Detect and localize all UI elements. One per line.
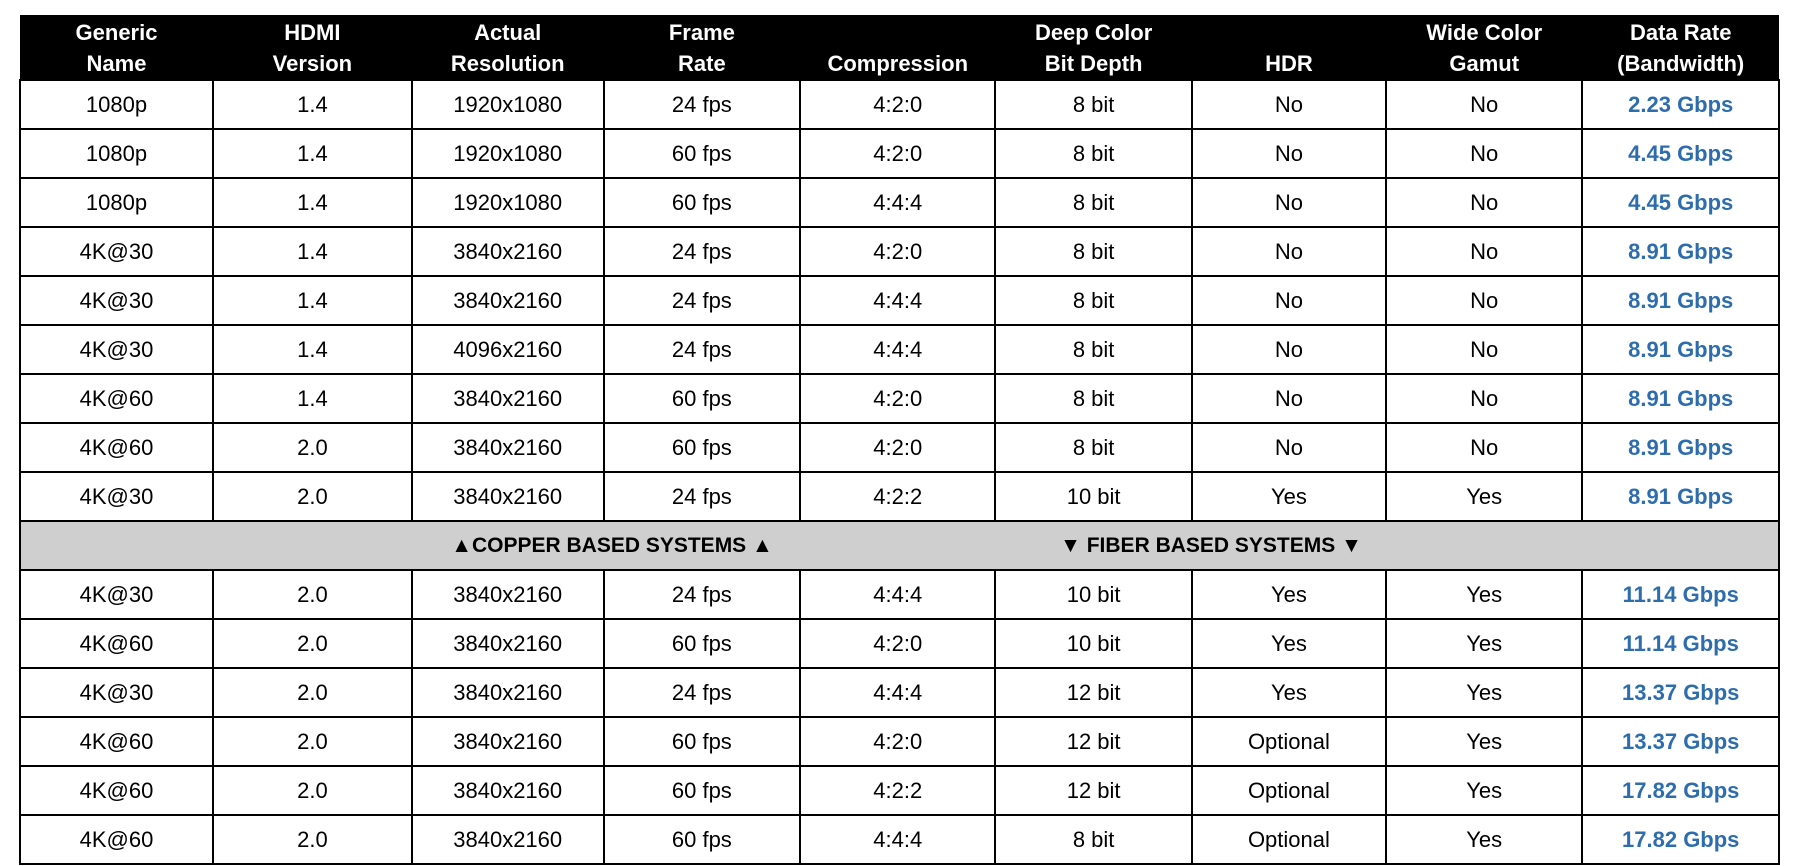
cell-wide-color-gamut: No [1386, 80, 1582, 129]
cell-compression: 4:4:4 [800, 815, 995, 864]
cell-hdmi-version: 2.0 [213, 472, 412, 521]
header-data-rate: Data Rate (Bandwidth) [1582, 15, 1779, 80]
cell-compression: 4:2:0 [800, 80, 995, 129]
cell-hdr: Optional [1192, 766, 1386, 815]
cell-generic-name: 4K@30 [20, 668, 213, 717]
cell-hdr: No [1192, 80, 1386, 129]
cell-hdmi-version: 1.4 [213, 325, 412, 374]
cell-bit-depth: 8 bit [995, 423, 1191, 472]
cell-data-rate: 4.45 Gbps [1582, 178, 1779, 227]
cell-generic-name: 4K@60 [20, 766, 213, 815]
header-deep-color-bit-depth: Deep Color Bit Depth [995, 15, 1191, 80]
cell-frame-rate: 60 fps [604, 619, 800, 668]
cell-hdr: No [1192, 178, 1386, 227]
cell-bit-depth: 8 bit [995, 178, 1191, 227]
header-actual-resolution: Actual Resolution [412, 15, 604, 80]
cell-generic-name: 4K@60 [20, 619, 213, 668]
cell-hdmi-version: 1.4 [213, 276, 412, 325]
cell-bit-depth: 10 bit [995, 570, 1191, 619]
table-row [20, 423, 1779, 472]
cell-data-rate: 17.82 Gbps [1582, 815, 1779, 864]
table-row [20, 227, 1779, 276]
table-row [20, 374, 1779, 423]
cell-frame-rate: 24 fps [604, 668, 800, 717]
cell-data-rate: 8.91 Gbps [1582, 374, 1779, 423]
cell-data-rate: 8.91 Gbps [1582, 325, 1779, 374]
fiber-systems-label: ▼ FIBER BASED SYSTEMS ▼ [1060, 533, 1362, 557]
cell-wide-color-gamut: No [1386, 227, 1582, 276]
cell-wide-color-gamut: Yes [1386, 668, 1582, 717]
table-header [20, 15, 1779, 80]
cell-compression: 4:2:0 [800, 227, 995, 276]
copper-systems-label: ▲COPPER BASED SYSTEMS ▲ [451, 533, 773, 557]
cell-hdmi-version: 1.4 [213, 374, 412, 423]
cell-wide-color-gamut: No [1386, 423, 1582, 472]
cell-frame-rate: 60 fps [604, 129, 800, 178]
header-compression: Compression [800, 15, 995, 80]
cell-resolution: 3840x2160 [412, 668, 604, 717]
header-frame-rate: Frame Rate [604, 15, 800, 80]
cell-wide-color-gamut: Yes [1386, 619, 1582, 668]
cell-hdr: Optional [1192, 717, 1386, 766]
cell-hdmi-version: 2.0 [213, 717, 412, 766]
cell-hdmi-version: 2.0 [213, 668, 412, 717]
cell-bit-depth: 12 bit [995, 766, 1191, 815]
cell-resolution: 1920x1080 [412, 178, 604, 227]
cell-wide-color-gamut: No [1386, 374, 1582, 423]
cell-hdr: No [1192, 325, 1386, 374]
cell-compression: 4:2:0 [800, 129, 995, 178]
cell-wide-color-gamut: Yes [1386, 472, 1582, 521]
system-divider-row [20, 521, 1779, 570]
cell-bit-depth: 8 bit [995, 815, 1191, 864]
cell-generic-name: 4K@30 [20, 570, 213, 619]
cell-bit-depth: 8 bit [995, 129, 1191, 178]
cell-hdr: Yes [1192, 570, 1386, 619]
cell-compression: 4:2:2 [800, 766, 995, 815]
cell-bit-depth: 8 bit [995, 80, 1191, 129]
cell-resolution: 3840x2160 [412, 815, 604, 864]
cell-hdr: No [1192, 374, 1386, 423]
cell-resolution: 3840x2160 [412, 472, 604, 521]
cell-data-rate: 8.91 Gbps [1582, 276, 1779, 325]
cell-hdmi-version: 1.4 [213, 178, 412, 227]
hdmi-bandwidth-table [19, 15, 1780, 865]
cell-frame-rate: 60 fps [604, 815, 800, 864]
cell-hdr: Optional [1192, 815, 1386, 864]
cell-resolution: 3840x2160 [412, 570, 604, 619]
cell-resolution: 1920x1080 [412, 129, 604, 178]
cell-hdr: No [1192, 227, 1386, 276]
cell-resolution: 3840x2160 [412, 227, 604, 276]
cell-frame-rate: 60 fps [604, 766, 800, 815]
cell-wide-color-gamut: No [1386, 276, 1582, 325]
cell-wide-color-gamut: Yes [1386, 766, 1582, 815]
cell-compression: 4:2:0 [800, 423, 995, 472]
system-divider-cell [20, 521, 1779, 570]
hdmi-bandwidth-table-container [19, 15, 1780, 865]
cell-data-rate: 2.23 Gbps [1582, 80, 1779, 129]
cell-data-rate: 13.37 Gbps [1582, 668, 1779, 717]
cell-resolution: 1920x1080 [412, 80, 604, 129]
cell-data-rate: 8.91 Gbps [1582, 227, 1779, 276]
cell-frame-rate: 24 fps [604, 472, 800, 521]
cell-hdr: Yes [1192, 619, 1386, 668]
table-row [20, 80, 1779, 129]
cell-wide-color-gamut: Yes [1386, 717, 1582, 766]
cell-generic-name: 4K@30 [20, 227, 213, 276]
cell-compression: 4:4:4 [800, 276, 995, 325]
cell-data-rate: 11.14 Gbps [1582, 570, 1779, 619]
cell-frame-rate: 24 fps [604, 325, 800, 374]
cell-wide-color-gamut: Yes [1386, 815, 1582, 864]
cell-frame-rate: 24 fps [604, 227, 800, 276]
table-row [20, 178, 1779, 227]
table-row [20, 276, 1779, 325]
system-divider-inner [21, 523, 1778, 569]
cell-generic-name: 4K@60 [20, 374, 213, 423]
cell-hdr: No [1192, 276, 1386, 325]
cell-bit-depth: 10 bit [995, 472, 1191, 521]
cell-frame-rate: 60 fps [604, 374, 800, 423]
cell-hdmi-version: 2.0 [213, 619, 412, 668]
table-row [20, 668, 1779, 717]
cell-compression: 4:2:2 [800, 472, 995, 521]
cell-bit-depth: 8 bit [995, 325, 1191, 374]
cell-hdmi-version: 2.0 [213, 766, 412, 815]
cell-compression: 4:4:4 [800, 570, 995, 619]
cell-wide-color-gamut: No [1386, 178, 1582, 227]
table-row [20, 570, 1779, 619]
cell-wide-color-gamut: No [1386, 129, 1582, 178]
table-row [20, 325, 1779, 374]
cell-compression: 4:4:4 [800, 668, 995, 717]
cell-generic-name: 4K@60 [20, 423, 213, 472]
cell-generic-name: 1080p [20, 129, 213, 178]
cell-resolution: 3840x2160 [412, 276, 604, 325]
cell-frame-rate: 60 fps [604, 717, 800, 766]
cell-generic-name: 4K@30 [20, 472, 213, 521]
cell-data-rate: 17.82 Gbps [1582, 766, 1779, 815]
cell-compression: 4:4:4 [800, 178, 995, 227]
cell-hdmi-version: 1.4 [213, 129, 412, 178]
cell-hdmi-version: 1.4 [213, 227, 412, 276]
cell-resolution: 3840x2160 [412, 619, 604, 668]
cell-resolution: 3840x2160 [412, 423, 604, 472]
cell-data-rate: 13.37 Gbps [1582, 717, 1779, 766]
cell-compression: 4:4:4 [800, 325, 995, 374]
cell-generic-name: 1080p [20, 178, 213, 227]
table-row [20, 717, 1779, 766]
cell-generic-name: 4K@30 [20, 325, 213, 374]
table-row [20, 472, 1779, 521]
cell-compression: 4:2:0 [800, 717, 995, 766]
cell-hdmi-version: 1.4 [213, 80, 412, 129]
cell-generic-name: 4K@60 [20, 815, 213, 864]
cell-resolution: 3840x2160 [412, 717, 604, 766]
cell-bit-depth: 8 bit [995, 374, 1191, 423]
table-row [20, 815, 1779, 864]
header-hdr: HDR [1192, 15, 1386, 80]
cell-frame-rate: 24 fps [604, 276, 800, 325]
cell-data-rate: 8.91 Gbps [1582, 472, 1779, 521]
cell-hdr: Yes [1192, 472, 1386, 521]
cell-hdmi-version: 2.0 [213, 423, 412, 472]
cell-generic-name: 1080p [20, 80, 213, 129]
cell-compression: 4:2:0 [800, 619, 995, 668]
cell-frame-rate: 24 fps [604, 570, 800, 619]
cell-frame-rate: 24 fps [604, 80, 800, 129]
header-generic-name: Generic Name [20, 15, 213, 80]
cell-hdr: Yes [1192, 668, 1386, 717]
cell-bit-depth: 10 bit [995, 619, 1191, 668]
cell-wide-color-gamut: Yes [1386, 570, 1582, 619]
cell-frame-rate: 60 fps [604, 423, 800, 472]
cell-frame-rate: 60 fps [604, 178, 800, 227]
cell-generic-name: 4K@30 [20, 276, 213, 325]
cell-hdr: No [1192, 423, 1386, 472]
cell-generic-name: 4K@60 [20, 717, 213, 766]
cell-hdmi-version: 2.0 [213, 815, 412, 864]
cell-resolution: 4096x2160 [412, 325, 604, 374]
cell-hdmi-version: 2.0 [213, 570, 412, 619]
cell-bit-depth: 12 bit [995, 668, 1191, 717]
cell-data-rate: 4.45 Gbps [1582, 129, 1779, 178]
cell-resolution: 3840x2160 [412, 374, 604, 423]
cell-data-rate: 11.14 Gbps [1582, 619, 1779, 668]
header-wide-color-gamut: Wide Color Gamut [1386, 15, 1582, 80]
cell-bit-depth: 8 bit [995, 276, 1191, 325]
cell-bit-depth: 12 bit [995, 717, 1191, 766]
table-row [20, 129, 1779, 178]
header-row [20, 15, 1779, 80]
cell-hdr: No [1192, 129, 1386, 178]
table-row [20, 766, 1779, 815]
cell-compression: 4:2:0 [800, 374, 995, 423]
header-hdmi-version: HDMI Version [213, 15, 412, 80]
cell-bit-depth: 8 bit [995, 227, 1191, 276]
cell-resolution: 3840x2160 [412, 766, 604, 815]
cell-data-rate: 8.91 Gbps [1582, 423, 1779, 472]
table-body [20, 80, 1779, 864]
table-row [20, 619, 1779, 668]
cell-wide-color-gamut: No [1386, 325, 1582, 374]
